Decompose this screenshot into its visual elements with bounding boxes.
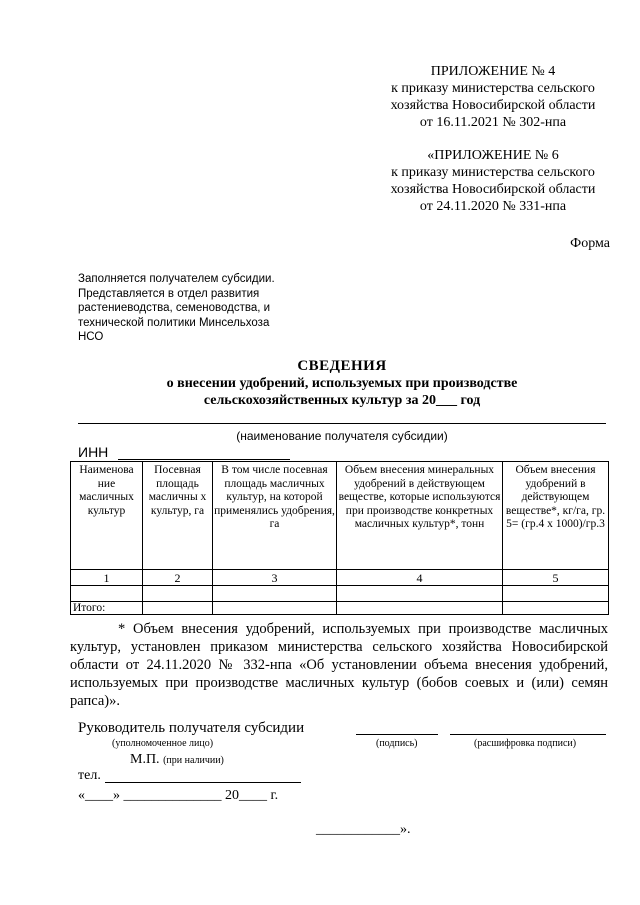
header-sown-area: Посевная площадь масличны х культур, га	[143, 462, 213, 570]
tel-field-line[interactable]	[105, 782, 301, 783]
stamp-place	[130, 752, 224, 768]
table-header-row	[71, 462, 609, 570]
table-cell[interactable]	[143, 602, 213, 615]
total-label: Итого:	[71, 602, 143, 615]
head-label: Руководитель получателя субсидии	[78, 720, 305, 736]
fill-instructions-line: растениеводства, семеноводства, и	[78, 302, 271, 314]
fill-instructions-line: технической политики Минсельхоза	[78, 316, 270, 329]
signature-decode-line[interactable]	[450, 734, 606, 735]
inn-field-line[interactable]	[118, 459, 290, 460]
appendix-6-line: от 24.11.2020 № 331-нпа	[419, 199, 567, 214]
column-number: 3	[213, 570, 337, 586]
appendix-4-line: ПРИЛОЖЕНИЕ № 4	[430, 64, 556, 79]
table-cell[interactable]	[503, 586, 609, 602]
table-cell[interactable]	[337, 602, 503, 615]
appendix-4-line: хозяйства Новосибирской области	[390, 98, 596, 113]
fill-instructions-line: Заполняется получателем субсидии.	[78, 273, 275, 285]
header-crop-name: Наименова ние масличных культур	[71, 462, 143, 570]
authorized-caption: (уполномоченное лицо)	[112, 738, 214, 749]
inn-label: ИНН	[78, 444, 109, 460]
stamp-note: (при наличии)	[163, 755, 224, 766]
fill-instructions	[78, 272, 303, 345]
title-line-2: о внесении удобрений, используемых при производстве	[166, 376, 518, 391]
table-cell[interactable]	[337, 586, 503, 602]
appendix-6-line: хозяйства Новосибирской области	[390, 182, 596, 197]
appendix-6-line: «ПРИЛОЖЕНИЕ № 6	[427, 148, 559, 163]
column-number: 1	[71, 570, 143, 586]
footnote: * Объем внесения удобрений, используемых при производстве масличных культур, установлен приказом министерства сельского хозяйства Новосибирской области от 24.11.2020 № 332-нпа «Об установлении объема внесения удобрений, используемых при производстве масличных культур (бобов соевых и (или) семян рапса)».	[70, 621, 608, 709]
appendix-4-line: от 16.11.2021 № 302-нпа	[419, 115, 567, 130]
table-cell[interactable]	[503, 602, 609, 615]
table-column-numbers-row	[71, 570, 609, 586]
table-cell[interactable]	[71, 586, 143, 602]
date-line: «____» ______________ 20____ г.	[78, 788, 279, 803]
fill-instructions-line: НСО	[78, 331, 104, 343]
title-line-3: сельскохозяйственных культур за 20___ год	[203, 393, 481, 408]
appendix-6-line: к приказу министерства сельского	[391, 165, 595, 180]
tel-label: тел.	[78, 768, 101, 783]
table-total-row	[71, 602, 609, 615]
table-cell[interactable]	[143, 586, 213, 602]
signature-line[interactable]	[356, 734, 438, 735]
signature-caption: (подпись)	[376, 738, 418, 749]
decode-caption: (расшифровка подписи)	[474, 738, 577, 749]
recipient-name-line[interactable]	[78, 423, 606, 424]
appendix-4-line: к приказу министерства сельского	[391, 81, 595, 96]
appendix-4-header	[378, 63, 608, 131]
column-number: 2	[143, 570, 213, 586]
closing-line: ____________».	[316, 822, 411, 837]
fertilizer-table	[70, 461, 609, 615]
header-mineral-volume: Объем внесения минеральных удобрений в действующем веществе, которые используются при производстве конкретных масличных культур*, тонн	[337, 462, 503, 570]
form-label: Форма	[570, 236, 610, 251]
recipient-caption: (наименование получателя субсидии)	[236, 429, 448, 443]
table-row	[71, 586, 609, 602]
table-cell[interactable]	[213, 602, 337, 615]
header-fertilized-area: В том числе посевная площадь масличных культур, на которой применялись удобрения, га	[213, 462, 337, 570]
table-cell[interactable]	[213, 586, 337, 602]
fill-instructions-line: Представляется в отдел развития	[78, 287, 260, 300]
appendix-6-header	[378, 147, 608, 215]
column-number: 4	[337, 570, 503, 586]
stamp-label: М.П.	[130, 752, 160, 767]
column-number: 5	[503, 570, 609, 586]
header-rate-per-ha: Объем внесения удобрений в действующем веществе*, кг/га, гр. 5= (гр.4 х 1000)/гр.3	[503, 462, 609, 570]
title-line-1: СВЕДЕНИЯ	[297, 358, 387, 374]
document-title	[78, 358, 606, 409]
